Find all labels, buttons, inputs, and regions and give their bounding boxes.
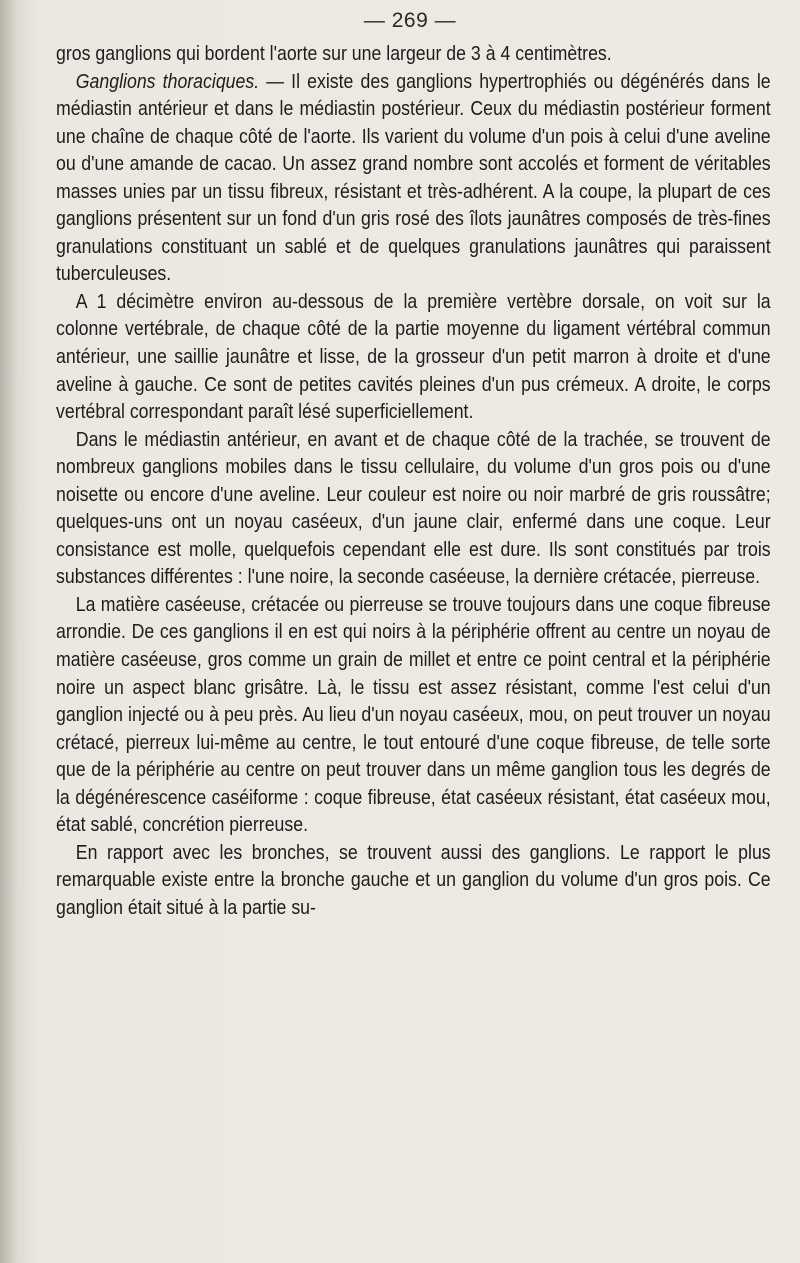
paragraph-2	[56, 68, 771, 288]
page-header	[0, 9, 800, 33]
paragraph-3	[56, 288, 771, 426]
page-body	[56, 40, 771, 922]
paragraph-6	[56, 839, 771, 922]
paragraph-3-text: A 1 décimètre environ au-dessous de la première vertèbre dorsale, on voit sur la colonne vertébrale, de chaque côté de la partie moyenne du ligament vértébral commun antérieur, une saillie jaunâtre et lisse, de la grosseur d'un petit marron à droite et d'une aveline à gauche. Ce sont de petites cavités pleines d'un pus crémeux. A droite, le corps vertébral correspondant paraît lésé superficiellement.	[56, 289, 771, 424]
paragraph-1-text: gros ganglions qui bordent l'aorte sur une largeur de 3 à 4 centimètres.	[56, 42, 612, 65]
paragraph-5-text: La matière caséeuse, crétacée ou pierreuse se trouve toujours dans une coque fibreuse arrondie. De ces ganglions il en est qui noirs à la périphérie offrent au centre un noyau de matière caséeuse, gros comme un grain de millet et entre ce point central et la périphérie noire un aspect blanc grisâtre. Là, le tissu est assez résistant, comme l'est celui d'un ganglion injecté ou à peu près. Au lieu d'un noyau caséeux, mou, on peut trouver un noyau crétacé, pierreux lui-même au centre, le tout entouré d'une coque fibreuse, de telle sorte que de la périphérie au centre on peut trouver dans un même ganglion tous les degrés de la dégénérescence caséiforme : coque fibreuse, état caséeux résistant, état caséeux mou, état sablé, concrétion pierreuse.	[56, 592, 771, 837]
paragraph-1	[56, 40, 771, 68]
paragraph-4-text: Dans le médiastin antérieur, en avant et de chaque côté de la trachée, se trouvent de nombreux ganglions mobiles dans le tissu cellulaire, du volume d'un gros pois ou d'une noisette ou encore d'une aveline. Leur couleur est noire ou noir marbré de gris roussâtre; quelques-uns ont un noyau caséeux, d'un jaune clair, enfermé dans une coque. Leur consistance est molle, quelquefois cependant elle est dure. Ils sont constitués par trois substances différentes : l'une noire, la seconde caséeuse, la dernière crétacée, pierreuse.	[56, 427, 771, 589]
paragraph-4	[56, 426, 771, 591]
section-heading-ganglions-thoraciques: Ganglions thoraciques.	[75, 69, 260, 93]
paragraph-6-text: En rapport avec les bronches, se trouvent aussi des ganglions. Le rapport le plus remarquable existe entre la bronche gauche et un ganglion du volume d'un gros pois. Ce ganglion était situé à la partie su-	[56, 840, 771, 919]
page-binding-shadow	[0, 0, 18, 1263]
paragraph-2-text: — Il existe des ganglions hypertrophiés ou dégénérés dans le médiastin antérieur et dans le médiastin postérieur. Ceux du médiastin postérieur forment une chaîne de chaque côté de l'aorte. Ils varient du volume d'un pois à celui d'une aveline ou d'une amande de cacao. Un assez grand nombre sont accolés et forment de véritables masses unies par un tissu fibreux, résistant et très-adhérent. A la coupe, la plupart de ces ganglions présentent sur un fond d'un gris rosé des îlots jaunâtres composés de très-fines granulations constituant un sablé et de quelques granulations jaunâtres qui paraissent tuberculeuses.	[56, 69, 771, 286]
paragraph-5	[56, 591, 771, 839]
page-number: — 269 —	[363, 9, 457, 32]
